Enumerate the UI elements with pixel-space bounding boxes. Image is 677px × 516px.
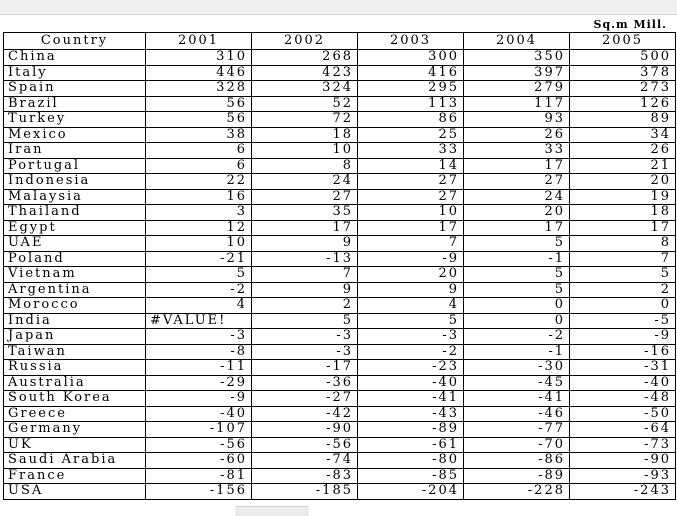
value-cell[interactable]: -1 <box>464 344 570 360</box>
value-cell[interactable]: -60 <box>146 453 252 469</box>
table-row <box>4 422 676 438</box>
value-cell[interactable]: -80 <box>358 453 464 469</box>
value-cell[interactable]: #VALUE! <box>146 313 252 329</box>
value-cell[interactable]: 268 <box>252 50 358 66</box>
table-row <box>4 174 676 190</box>
country-cell[interactable]: Malaysia <box>4 189 146 205</box>
value-cell[interactable]: 5 <box>464 236 570 252</box>
country-cell[interactable]: Germany <box>4 422 146 438</box>
value-cell[interactable]: 350 <box>464 50 570 66</box>
value-cell[interactable]: -1 <box>464 251 570 267</box>
table-row <box>4 143 676 159</box>
country-cell[interactable]: Spain <box>4 81 146 97</box>
table-row <box>4 406 676 422</box>
table-row <box>4 484 676 500</box>
table-row <box>4 251 676 267</box>
value-cell[interactable]: -2 <box>464 329 570 345</box>
country-cell[interactable]: Mexico <box>4 127 146 143</box>
value-cell[interactable]: 93 <box>464 112 570 128</box>
value-cell[interactable]: 5 <box>464 282 570 298</box>
data-table <box>3 32 676 500</box>
value-cell[interactable]: 38 <box>146 127 252 143</box>
value-cell[interactable]: -64 <box>570 422 676 438</box>
table-row <box>4 96 676 112</box>
value-cell[interactable]: -41 <box>358 391 464 407</box>
country-cell[interactable]: Japan <box>4 329 146 345</box>
value-cell[interactable]: -61 <box>358 437 464 453</box>
header-2001[interactable]: 2001 <box>146 33 252 50</box>
country-cell[interactable]: Italy <box>4 65 146 81</box>
country-cell[interactable]: Saudi Arabia <box>4 453 146 469</box>
value-cell[interactable]: -3 <box>358 329 464 345</box>
value-cell[interactable]: 6 <box>146 143 252 159</box>
table-row <box>4 189 676 205</box>
value-cell[interactable]: -48 <box>570 391 676 407</box>
top-toolbar-strip <box>0 0 677 14</box>
value-cell[interactable]: -45 <box>464 375 570 391</box>
value-cell[interactable]: -31 <box>570 360 676 376</box>
country-cell[interactable]: Argentina <box>4 282 146 298</box>
value-cell[interactable]: -23 <box>358 360 464 376</box>
value-cell[interactable]: 9 <box>358 282 464 298</box>
header-row <box>4 33 676 50</box>
table-row <box>4 437 676 453</box>
value-cell[interactable]: 279 <box>464 81 570 97</box>
table-row <box>4 236 676 252</box>
header-2004[interactable]: 2004 <box>464 33 570 50</box>
value-cell[interactable]: 34 <box>570 127 676 143</box>
country-cell[interactable]: Russia <box>4 360 146 376</box>
value-cell[interactable]: -13 <box>252 251 358 267</box>
value-cell[interactable]: -50 <box>570 406 676 422</box>
value-cell[interactable]: 26 <box>570 143 676 159</box>
table-row <box>4 127 676 143</box>
value-cell[interactable]: -46 <box>464 406 570 422</box>
value-cell[interactable]: 27 <box>464 174 570 190</box>
value-cell[interactable]: -77 <box>464 422 570 438</box>
value-cell[interactable]: 113 <box>358 96 464 112</box>
country-cell[interactable]: Thailand <box>4 205 146 221</box>
value-cell[interactable]: 416 <box>358 65 464 81</box>
table-row <box>4 205 676 221</box>
value-cell[interactable]: 5 <box>358 313 464 329</box>
value-cell[interactable]: -5 <box>570 313 676 329</box>
table-row <box>4 391 676 407</box>
value-cell[interactable]: 2 <box>252 298 358 314</box>
value-cell[interactable]: 89 <box>570 112 676 128</box>
value-cell[interactable]: 20 <box>570 174 676 190</box>
country-cell[interactable]: India <box>4 313 146 329</box>
value-cell[interactable]: -107 <box>146 422 252 438</box>
value-cell[interactable]: 9 <box>252 282 358 298</box>
value-cell[interactable]: 17 <box>358 220 464 236</box>
table-row <box>4 360 676 376</box>
value-cell[interactable]: -8 <box>146 344 252 360</box>
value-cell[interactable]: -228 <box>464 484 570 500</box>
country-cell[interactable]: Egypt <box>4 220 146 236</box>
value-cell[interactable]: -21 <box>146 251 252 267</box>
value-cell[interactable]: 56 <box>146 112 252 128</box>
country-cell[interactable]: France <box>4 468 146 484</box>
value-cell[interactable]: -36 <box>252 375 358 391</box>
value-cell[interactable]: 0 <box>464 313 570 329</box>
country-cell[interactable]: Iran <box>4 143 146 159</box>
value-cell[interactable]: 4 <box>358 298 464 314</box>
value-cell[interactable]: 7 <box>570 251 676 267</box>
country-cell[interactable]: Indonesia <box>4 174 146 190</box>
value-cell[interactable]: -185 <box>252 484 358 500</box>
country-cell[interactable]: Turkey <box>4 112 146 128</box>
value-cell[interactable]: -3 <box>146 329 252 345</box>
value-cell[interactable]: 126 <box>570 96 676 112</box>
country-cell[interactable]: Greece <box>4 406 146 422</box>
value-cell[interactable]: -41 <box>464 391 570 407</box>
table-row <box>4 282 676 298</box>
value-cell[interactable]: 33 <box>464 143 570 159</box>
value-cell[interactable]: 7 <box>358 236 464 252</box>
value-cell[interactable]: 10 <box>358 205 464 221</box>
table-row <box>4 81 676 97</box>
value-cell[interactable]: 9 <box>252 236 358 252</box>
value-cell[interactable]: -27 <box>252 391 358 407</box>
table-row <box>4 453 676 469</box>
value-cell[interactable]: 5 <box>146 267 252 283</box>
value-cell[interactable]: 17 <box>464 220 570 236</box>
value-cell[interactable]: 22 <box>146 174 252 190</box>
country-cell[interactable]: USA <box>4 484 146 500</box>
value-cell[interactable]: -56 <box>252 437 358 453</box>
country-cell[interactable]: Vietnam <box>4 267 146 283</box>
value-cell[interactable]: -204 <box>358 484 464 500</box>
country-cell[interactable]: Poland <box>4 251 146 267</box>
value-cell[interactable]: -89 <box>464 468 570 484</box>
country-cell[interactable]: UAE <box>4 236 146 252</box>
country-cell[interactable]: China <box>4 50 146 66</box>
value-cell[interactable]: -9 <box>146 391 252 407</box>
value-cell[interactable]: 27 <box>252 189 358 205</box>
value-cell[interactable]: 56 <box>146 96 252 112</box>
value-cell[interactable]: -42 <box>252 406 358 422</box>
country-cell[interactable]: Brazil <box>4 96 146 112</box>
value-cell[interactable]: 21 <box>570 158 676 174</box>
value-cell[interactable]: -11 <box>146 360 252 376</box>
value-cell[interactable]: -85 <box>358 468 464 484</box>
table-row <box>4 468 676 484</box>
value-cell[interactable]: -83 <box>252 468 358 484</box>
value-cell[interactable]: 273 <box>570 81 676 97</box>
value-cell[interactable]: -40 <box>570 375 676 391</box>
value-cell[interactable]: -29 <box>146 375 252 391</box>
value-cell[interactable]: 3 <box>146 205 252 221</box>
value-cell[interactable]: -89 <box>358 422 464 438</box>
value-cell[interactable]: -43 <box>358 406 464 422</box>
country-cell[interactable]: UK <box>4 437 146 453</box>
value-cell[interactable]: -40 <box>358 375 464 391</box>
value-cell[interactable]: -81 <box>146 468 252 484</box>
value-cell[interactable]: -40 <box>146 406 252 422</box>
value-cell[interactable]: 378 <box>570 65 676 81</box>
country-cell[interactable]: Taiwan <box>4 344 146 360</box>
value-cell[interactable]: 10 <box>146 236 252 252</box>
value-cell[interactable]: 0 <box>570 298 676 314</box>
table-row <box>4 267 676 283</box>
table-body <box>4 50 676 500</box>
table-row <box>4 375 676 391</box>
value-cell[interactable]: 8 <box>570 236 676 252</box>
value-cell[interactable]: 20 <box>464 205 570 221</box>
value-cell[interactable]: -243 <box>570 484 676 500</box>
value-cell[interactable]: 19 <box>570 189 676 205</box>
value-cell[interactable]: 0 <box>464 298 570 314</box>
value-cell[interactable]: 27 <box>358 189 464 205</box>
value-cell[interactable]: 5 <box>570 267 676 283</box>
table-row <box>4 158 676 174</box>
header-2005[interactable]: 2005 <box>570 33 676 50</box>
value-cell[interactable]: 18 <box>570 205 676 221</box>
value-cell[interactable]: 25 <box>358 127 464 143</box>
country-cell[interactable]: Morocco <box>4 298 146 314</box>
header-2003[interactable]: 2003 <box>358 33 464 50</box>
country-cell[interactable]: South Korea <box>4 391 146 407</box>
value-cell[interactable]: -3 <box>252 329 358 345</box>
table-row <box>4 298 676 314</box>
value-cell[interactable]: 5 <box>464 267 570 283</box>
country-cell[interactable]: Australia <box>4 375 146 391</box>
header-2002[interactable]: 2002 <box>252 33 358 50</box>
value-cell[interactable]: -9 <box>570 329 676 345</box>
value-cell[interactable]: 328 <box>146 81 252 97</box>
value-cell[interactable]: 2 <box>570 282 676 298</box>
value-cell[interactable]: 17 <box>464 158 570 174</box>
table-row <box>4 329 676 345</box>
table-row <box>4 220 676 236</box>
value-cell[interactable]: 324 <box>252 81 358 97</box>
value-cell[interactable]: 446 <box>146 65 252 81</box>
value-cell[interactable]: 72 <box>252 112 358 128</box>
value-cell[interactable]: -9 <box>358 251 464 267</box>
header-country[interactable]: Country <box>4 33 146 50</box>
value-cell[interactable]: 26 <box>464 127 570 143</box>
value-cell[interactable]: -70 <box>464 437 570 453</box>
value-cell[interactable]: 27 <box>358 174 464 190</box>
value-cell[interactable]: 20 <box>358 267 464 283</box>
value-cell[interactable]: 7 <box>252 267 358 283</box>
value-cell[interactable]: -2 <box>146 282 252 298</box>
unit-label: Sq.m Mill. <box>593 18 667 31</box>
country-cell[interactable]: Portugal <box>4 158 146 174</box>
value-cell[interactable]: -17 <box>252 360 358 376</box>
value-cell[interactable]: 310 <box>146 50 252 66</box>
value-cell[interactable]: 8 <box>252 158 358 174</box>
value-cell[interactable]: -90 <box>570 453 676 469</box>
value-cell[interactable]: -2 <box>358 344 464 360</box>
table-row <box>4 313 676 329</box>
value-cell[interactable]: 86 <box>358 112 464 128</box>
value-cell[interactable]: 300 <box>358 50 464 66</box>
value-cell[interactable]: 18 <box>252 127 358 143</box>
table-row <box>4 65 676 81</box>
value-cell[interactable]: 423 <box>252 65 358 81</box>
value-cell[interactable]: -156 <box>146 484 252 500</box>
value-cell[interactable]: 24 <box>464 189 570 205</box>
value-cell[interactable]: 500 <box>570 50 676 66</box>
value-cell[interactable]: 12 <box>146 220 252 236</box>
value-cell[interactable]: 5 <box>252 313 358 329</box>
value-cell[interactable]: 52 <box>252 96 358 112</box>
value-cell[interactable]: 35 <box>252 205 358 221</box>
table-row <box>4 344 676 360</box>
value-cell[interactable]: -56 <box>146 437 252 453</box>
table-row <box>4 50 676 66</box>
value-cell[interactable]: -74 <box>252 453 358 469</box>
value-cell[interactable]: 33 <box>358 143 464 159</box>
value-cell[interactable]: 17 <box>252 220 358 236</box>
value-cell[interactable]: 17 <box>570 220 676 236</box>
value-cell[interactable]: -30 <box>464 360 570 376</box>
value-cell[interactable]: 117 <box>464 96 570 112</box>
value-cell[interactable]: -86 <box>464 453 570 469</box>
value-cell[interactable]: 10 <box>252 143 358 159</box>
value-cell[interactable]: 397 <box>464 65 570 81</box>
toolbar-divider <box>0 14 677 15</box>
table-row <box>4 112 676 128</box>
value-cell[interactable]: -16 <box>570 344 676 360</box>
value-cell[interactable]: -73 <box>570 437 676 453</box>
value-cell[interactable]: 4 <box>146 298 252 314</box>
value-cell[interactable]: -90 <box>252 422 358 438</box>
value-cell[interactable]: 14 <box>358 158 464 174</box>
value-cell[interactable]: 16 <box>146 189 252 205</box>
value-cell[interactable]: -3 <box>252 344 358 360</box>
value-cell[interactable]: 295 <box>358 81 464 97</box>
value-cell[interactable]: 24 <box>252 174 358 190</box>
value-cell[interactable]: -93 <box>570 468 676 484</box>
value-cell[interactable]: 6 <box>146 158 252 174</box>
